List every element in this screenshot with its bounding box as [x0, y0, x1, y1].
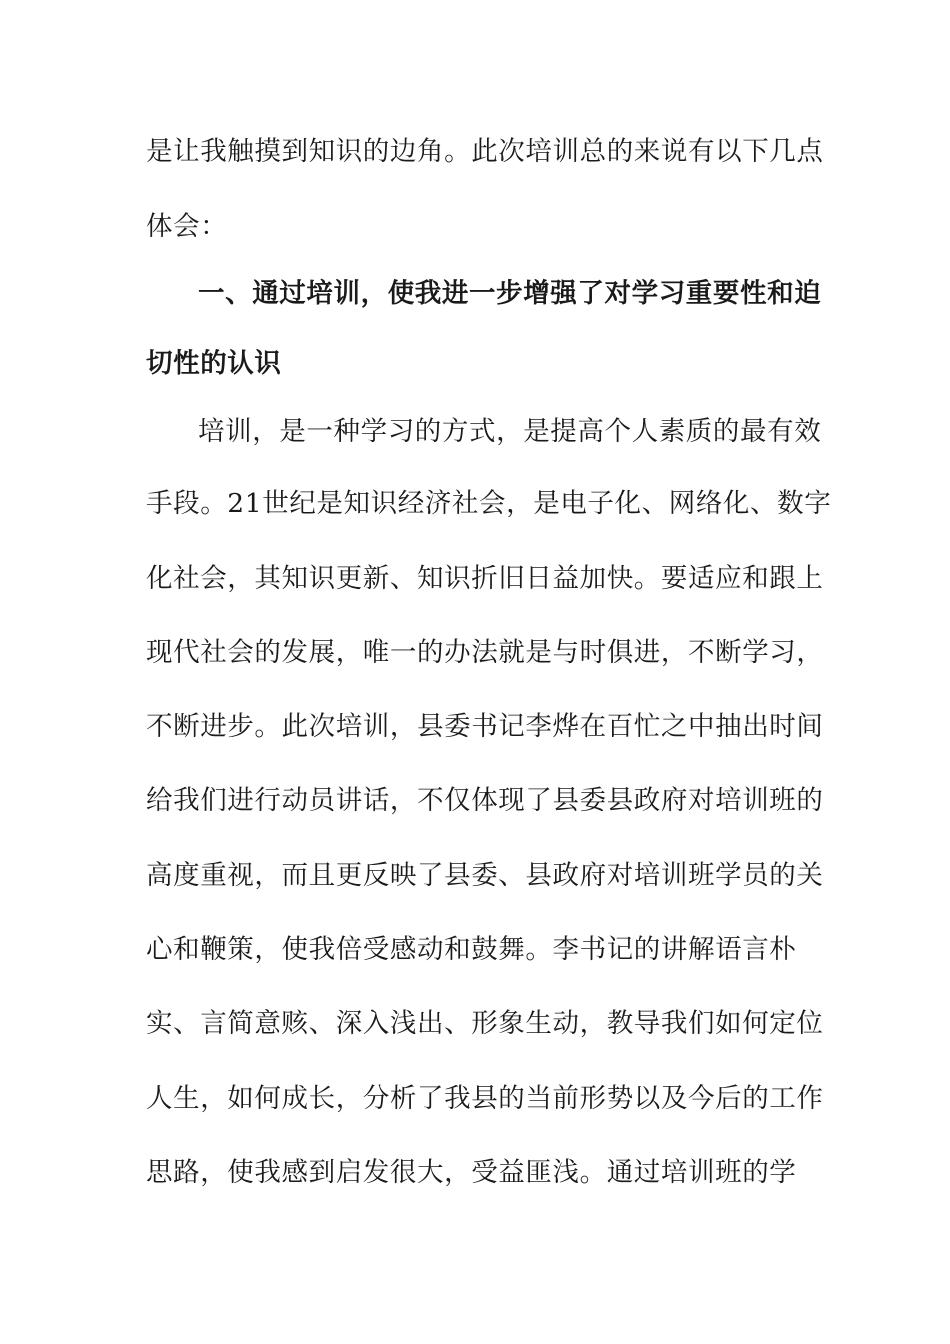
- body-text-line: 现代社会的发展，唯一的办法就是与时俱进，不断学习，: [146, 637, 824, 668]
- body-text-line: 培训，是一种学习的方式，是提高个人素质的最有效: [198, 416, 822, 447]
- section-heading-line: 一、通过培训，使我进一步增强了对学习重要性和迫: [198, 278, 822, 309]
- body-text-line: 体会：: [146, 211, 228, 242]
- body-text-line: 思路，使我感到启发很大，受益匪浅。通过培训班的学: [146, 1157, 797, 1188]
- body-text-line: 不断进步。此次培训，县委书记李烨在百忙之中抽出时间: [146, 711, 824, 742]
- body-text-line: 实、言简意赅、深入浅出、形象生动，教导我们如何定位: [146, 1008, 824, 1039]
- body-text-line: 手段。21世纪是知识经济社会，是电子化、网络化、数字: [146, 488, 832, 519]
- body-text-line: 心和鞭策，使我倍受感动和鼓舞。李书记的讲解语言朴: [146, 934, 797, 965]
- body-text-line: 给我们进行动员讲话，不仅体现了县委县政府对培训班的: [146, 785, 824, 816]
- body-text-line: 人生，如何成长，分析了我县的当前形势以及今后的工作: [146, 1083, 824, 1114]
- body-text-line: 是让我触摸到知识的边角。此次培训总的来说有以下几点: [146, 136, 824, 167]
- section-heading-line: 切性的认识: [146, 348, 282, 379]
- body-text-line: 高度重视，而且更反映了县委、县政府对培训班学员的关: [146, 860, 824, 891]
- body-text-line: 化社会，其知识更新、知识折旧日益加快。要适应和跟上: [146, 563, 824, 594]
